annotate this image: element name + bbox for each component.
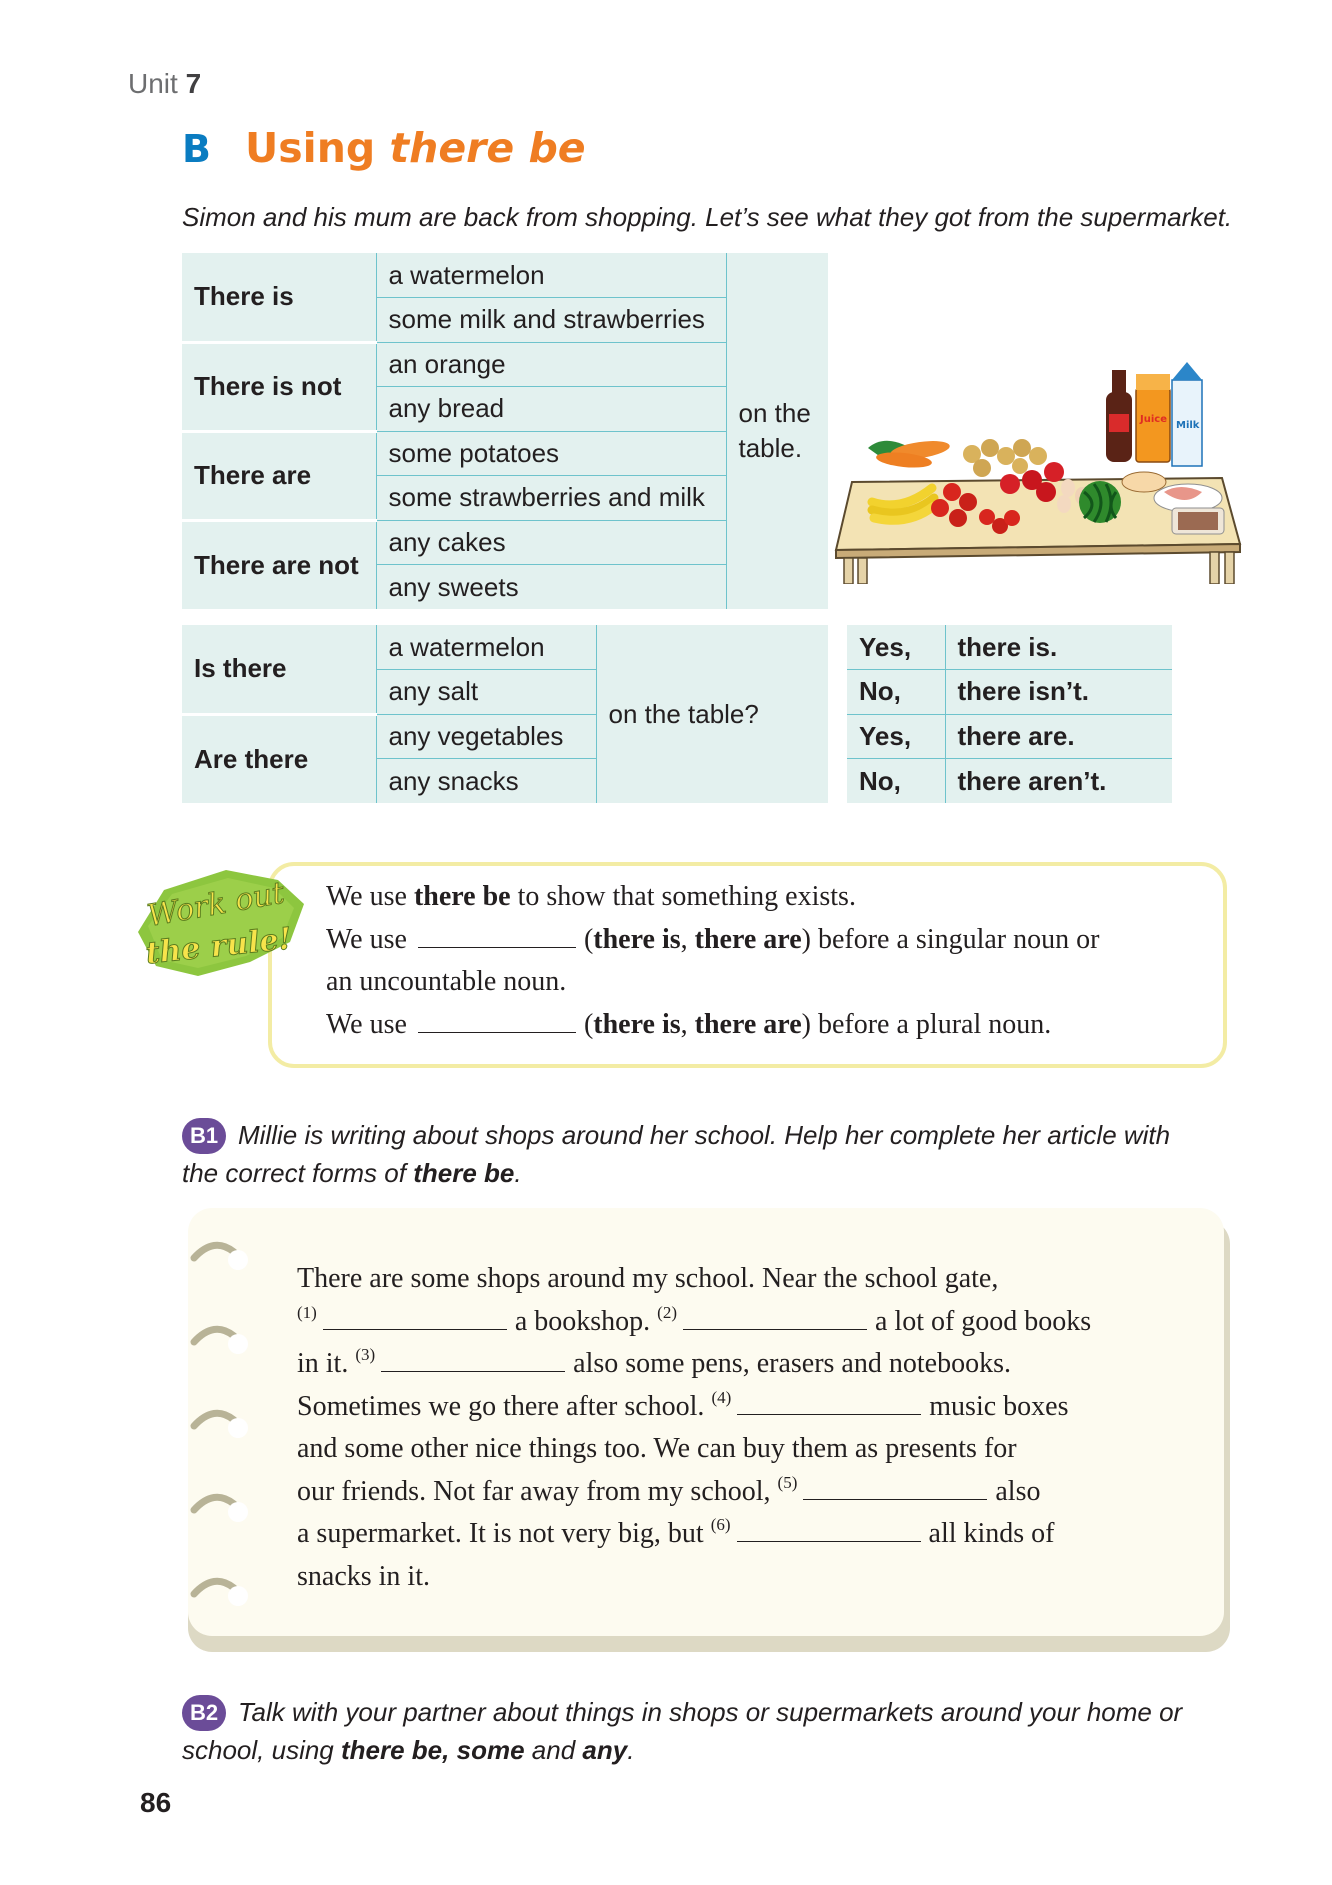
row-lead: There is not: [182, 342, 376, 431]
answer-blank[interactable]: [418, 926, 576, 948]
rule-keyword: there is: [593, 1008, 681, 1040]
article-line: snacks in it.: [297, 1560, 430, 1592]
answer-blank[interactable]: [803, 1478, 987, 1500]
article-fragment: a supermarket. It is not very big, but: [297, 1518, 704, 1549]
task-b1: [182, 1116, 1222, 1192]
blank-number: (2): [657, 1302, 677, 1322]
answer-blank[interactable]: [418, 1011, 576, 1033]
answer-blank[interactable]: [683, 1308, 867, 1330]
row-lead: There are: [182, 431, 376, 520]
statements-table: [182, 253, 828, 609]
answer-blank[interactable]: [381, 1350, 565, 1372]
rule-text-fragment: We use: [326, 923, 407, 955]
rule-text-fragment: before a plural noun.: [817, 1008, 1052, 1040]
unit-label: [128, 68, 201, 100]
article-fragment: in it.: [297, 1348, 349, 1379]
unit-word: Unit: [128, 68, 178, 99]
section-heading: [182, 124, 586, 172]
badge-line-2: the rule!: [143, 921, 294, 972]
article-fragment: Sometimes we go there after school.: [297, 1390, 705, 1422]
table-cell: any vegetables: [376, 714, 596, 759]
answer-blank[interactable]: [737, 1393, 921, 1415]
blank-number: (3): [355, 1345, 376, 1364]
article-text: [297, 1258, 1177, 1598]
article-fragment: a bookshop.: [514, 1305, 651, 1337]
table-cell: a watermelon: [376, 625, 596, 670]
task-punctuation: ,: [442, 1735, 450, 1765]
answer-word: Yes,: [847, 714, 945, 759]
answer-text: there is.: [957, 631, 1058, 662]
rule-line: an uncountable noun.: [326, 966, 567, 997]
task-badge: B2: [182, 1695, 226, 1731]
rule-text: [326, 876, 1216, 1046]
article-line: [297, 1513, 1177, 1556]
table-cell: any cakes: [376, 520, 726, 565]
table-row: [182, 625, 828, 670]
table-row: [847, 670, 1172, 715]
answer-text: there aren’t.: [945, 759, 1172, 804]
rule-line: [326, 1004, 1216, 1047]
article-fragment: all kinds of: [928, 1518, 1055, 1549]
table-cell: any snacks: [376, 759, 596, 804]
blank-number: (4): [711, 1387, 732, 1407]
row-lead: Is there: [194, 653, 287, 684]
section-letter: B: [182, 127, 211, 171]
rule-comma: ,: [680, 1008, 688, 1040]
task-keyword: there be: [341, 1735, 443, 1765]
task-keyword: some: [456, 1735, 525, 1765]
table-row: [182, 253, 828, 298]
rule-paren: (: [583, 1008, 594, 1040]
article-fragment: a lot of good books: [874, 1305, 1092, 1337]
task-keyword: any: [582, 1735, 628, 1765]
badge-line-1: Work out: [144, 875, 288, 935]
rule-text-fragment: before a singular noun or: [817, 923, 1100, 955]
table-cell: any sweets: [376, 565, 726, 610]
answer-blank[interactable]: [323, 1308, 507, 1330]
rule-comma: ,: [680, 923, 688, 955]
work-out-the-rule-badge: [128, 862, 308, 980]
article-line: [297, 1301, 1177, 1344]
section-title-italic: there be: [389, 124, 586, 172]
milk-label: Milk: [1176, 420, 1200, 431]
table-cell: any bread: [376, 387, 726, 432]
location-cell: on the table.: [738, 398, 811, 463]
task-keyword: there be: [413, 1158, 515, 1188]
task-instruction: school, using: [182, 1735, 334, 1765]
juice-label: Juice: [1140, 414, 1167, 425]
answer-text: there are.: [945, 714, 1172, 759]
section-title: [245, 124, 586, 172]
answer-blank[interactable]: [737, 1520, 921, 1542]
blank-number: (6): [710, 1515, 731, 1534]
blank-number: (1): [297, 1302, 317, 1322]
table-cell: any salt: [376, 670, 596, 715]
article-fragment: our friends. Not far away from my school,: [297, 1475, 771, 1507]
article-line: [297, 1343, 1177, 1386]
task-instruction: and: [531, 1735, 576, 1765]
table-row: [847, 625, 1172, 670]
table-row: [847, 714, 1172, 759]
rule-keyword: there are: [694, 923, 802, 955]
task-instruction: Talk with your partner about things in shops or supermarkets around your home or: [238, 1697, 1183, 1727]
task-b2: [182, 1693, 1222, 1769]
rule-keyword: there are: [694, 1008, 802, 1040]
table-cell: some milk and strawberries: [376, 298, 726, 343]
rule-paren: ): [801, 923, 811, 955]
article-line: There are some shops around my school. Near the school gate,: [297, 1263, 999, 1294]
rule-text-fragment: to show that something exists.: [517, 881, 856, 912]
article-line: [297, 1471, 1177, 1514]
page-number: 86: [140, 1787, 172, 1818]
answer-word: No,: [847, 670, 945, 715]
section-title-plain: Using: [244, 124, 376, 172]
kitchen-table-illustration: [832, 352, 1244, 584]
row-lead: There is: [194, 281, 294, 312]
task-badge: B1: [182, 1118, 226, 1154]
table-cell: an orange: [376, 342, 726, 387]
rule-line: [326, 919, 1216, 962]
answer-word: No,: [847, 759, 945, 804]
rule-paren: (: [583, 923, 594, 955]
task-instruction: the correct forms of: [182, 1158, 406, 1188]
article-fragment: music boxes: [929, 1390, 1069, 1422]
rule-keyword: there is: [593, 923, 681, 955]
notepad-rings: [188, 1232, 252, 1616]
rule-paren: ): [801, 1008, 811, 1040]
answer-text: there isn’t.: [945, 670, 1172, 715]
blank-number: (5): [777, 1472, 798, 1492]
article-line: [297, 1386, 1177, 1429]
table-row: [847, 759, 1172, 804]
location-cell: on the table?: [608, 698, 759, 729]
row-lead: There are not: [182, 520, 376, 609]
task-punctuation: .: [514, 1158, 522, 1188]
questions-table: [182, 625, 828, 803]
table-cell: a watermelon: [376, 253, 726, 298]
article-line: and some other nice things too. We can buy them as presents for: [297, 1433, 1017, 1464]
task-instruction: Millie is writing about shops around her school. Help her complete her article with: [238, 1120, 1171, 1150]
answer-word: Yes,: [847, 625, 945, 670]
task-punctuation: .: [627, 1735, 635, 1765]
article-fragment: also: [995, 1475, 1041, 1507]
rule-line: [326, 876, 1216, 919]
unit-number: 7: [185, 68, 202, 99]
rule-text-fragment: We use: [326, 881, 407, 912]
table-cell: some potatoes: [376, 431, 726, 476]
table-cell: some strawberries and milk: [376, 476, 726, 521]
article-fragment: also some pens, erasers and notebooks.: [573, 1348, 1011, 1379]
answers-table: [847, 625, 1172, 803]
rule-text-fragment: We use: [326, 1008, 407, 1040]
rule-keyword: there be: [413, 881, 511, 912]
row-lead: Are there: [182, 714, 376, 803]
intro-text: Simon and his mum are back from shopping. Let’s see what they got from the supermarket.: [182, 202, 1233, 232]
